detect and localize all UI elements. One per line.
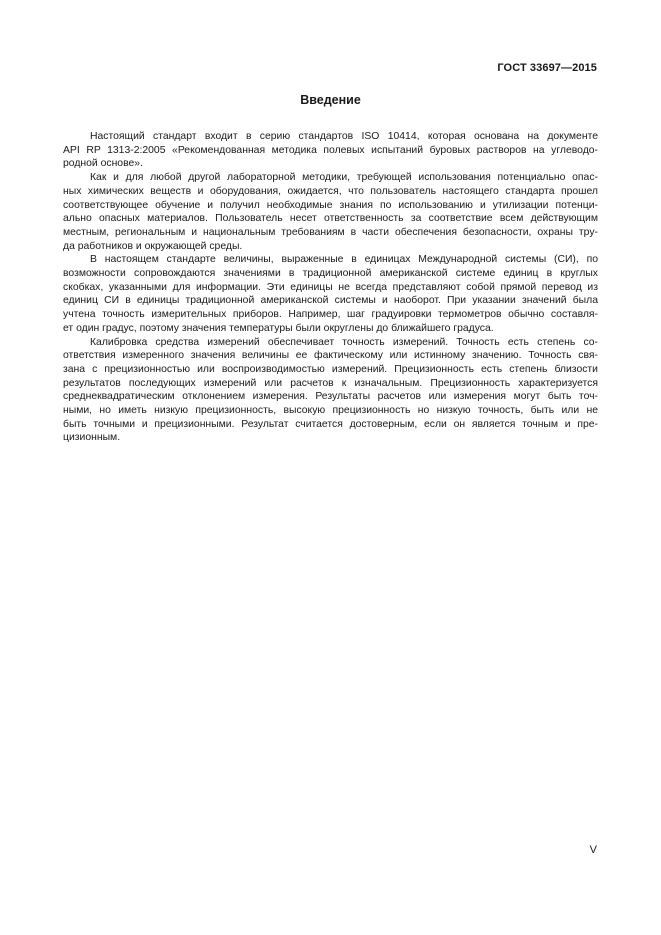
text-line: местным, региональным и национальным требованиям в части обеспечения безопасности, охраны тру- (63, 226, 598, 238)
text-line: единиц СИ в единицы традиционной американской системы и наоборот. При указании значений была (63, 295, 598, 307)
text-line: ных химических веществ и оборудования, ожидается, что пользователь настоящего стандарта прошел (63, 185, 598, 197)
text-line: ально опасных материалов. Пользователь несет ответственность за соответствие всем действующим (63, 213, 598, 225)
text-line: да работников и окружающей среды. (63, 240, 243, 252)
text-line: ными, но иметь низкую прецизионность, высокую прецизионность но низкую точность, быть или не (63, 405, 598, 417)
text-line: учтена точность измерительных приборов. Например, шаг градуировки термометров обычно составля- (63, 309, 598, 321)
paragraph-2 (63, 171, 598, 253)
text-line: В настоящем стандарте величины, выраженные в единицах Международной системы (СИ), по (90, 254, 598, 266)
body-text (63, 130, 598, 445)
text-line: Калибровка средства измерений обеспечивает точность измерений. Точность есть степень со- (90, 336, 598, 348)
text-line: результатов последующих измерений или расчетов к изначальным. Прецизионность характеризуется (63, 377, 598, 389)
text-line: API RP 1313-2:2005 «Рекомендованная методика полевых испытаний буровых растворов на углеводо- (63, 144, 598, 156)
text-line: скобках, указанными для информации. Эти единицы не всегда представляют собой прямой перевод из (63, 281, 598, 293)
page-title: Введение (300, 93, 361, 107)
text-line: соответствующее обучение и получил необходимые знания по использованию и утилизации потенци- (63, 199, 598, 211)
text-line: быть точными и прецизионными. Результат считается достоверным, если он является точным и пре- (63, 418, 598, 430)
text-line: цизионным. (63, 432, 121, 444)
text-line: родной основе». (63, 158, 143, 170)
paragraph-1 (63, 130, 598, 171)
text-line: ответствия измеренного значения величины ее фактическому или истинному значению. Точность свя- (63, 350, 598, 362)
text-line: ет один градус, поэтому значения температуры были округлены до ближайшего градуса. (63, 322, 494, 334)
text-line: Настоящий стандарт входит в серию стандартов ISO 10414, которая основана на документе (90, 131, 598, 142)
text-line: зана с прецизионностью или воспроизводимостью измерений. Прецизионность есть степень близости (63, 363, 598, 375)
text-line: Как и для любой другой лабораторной методики, требующей использования потенциально опас- (90, 172, 598, 184)
text-line: возможности сопровождаются значениями в традиционной американской системе единиц в круглых (63, 268, 598, 280)
paragraph-4 (63, 336, 598, 446)
text-line: среднеквадратическим отклонением измерения. Результаты расчетов или измерения могут быть точ- (63, 391, 598, 403)
page-number: V (589, 844, 597, 856)
standard-code: ГОСТ 33697—2015 (497, 62, 597, 74)
paragraph-3 (63, 253, 598, 335)
